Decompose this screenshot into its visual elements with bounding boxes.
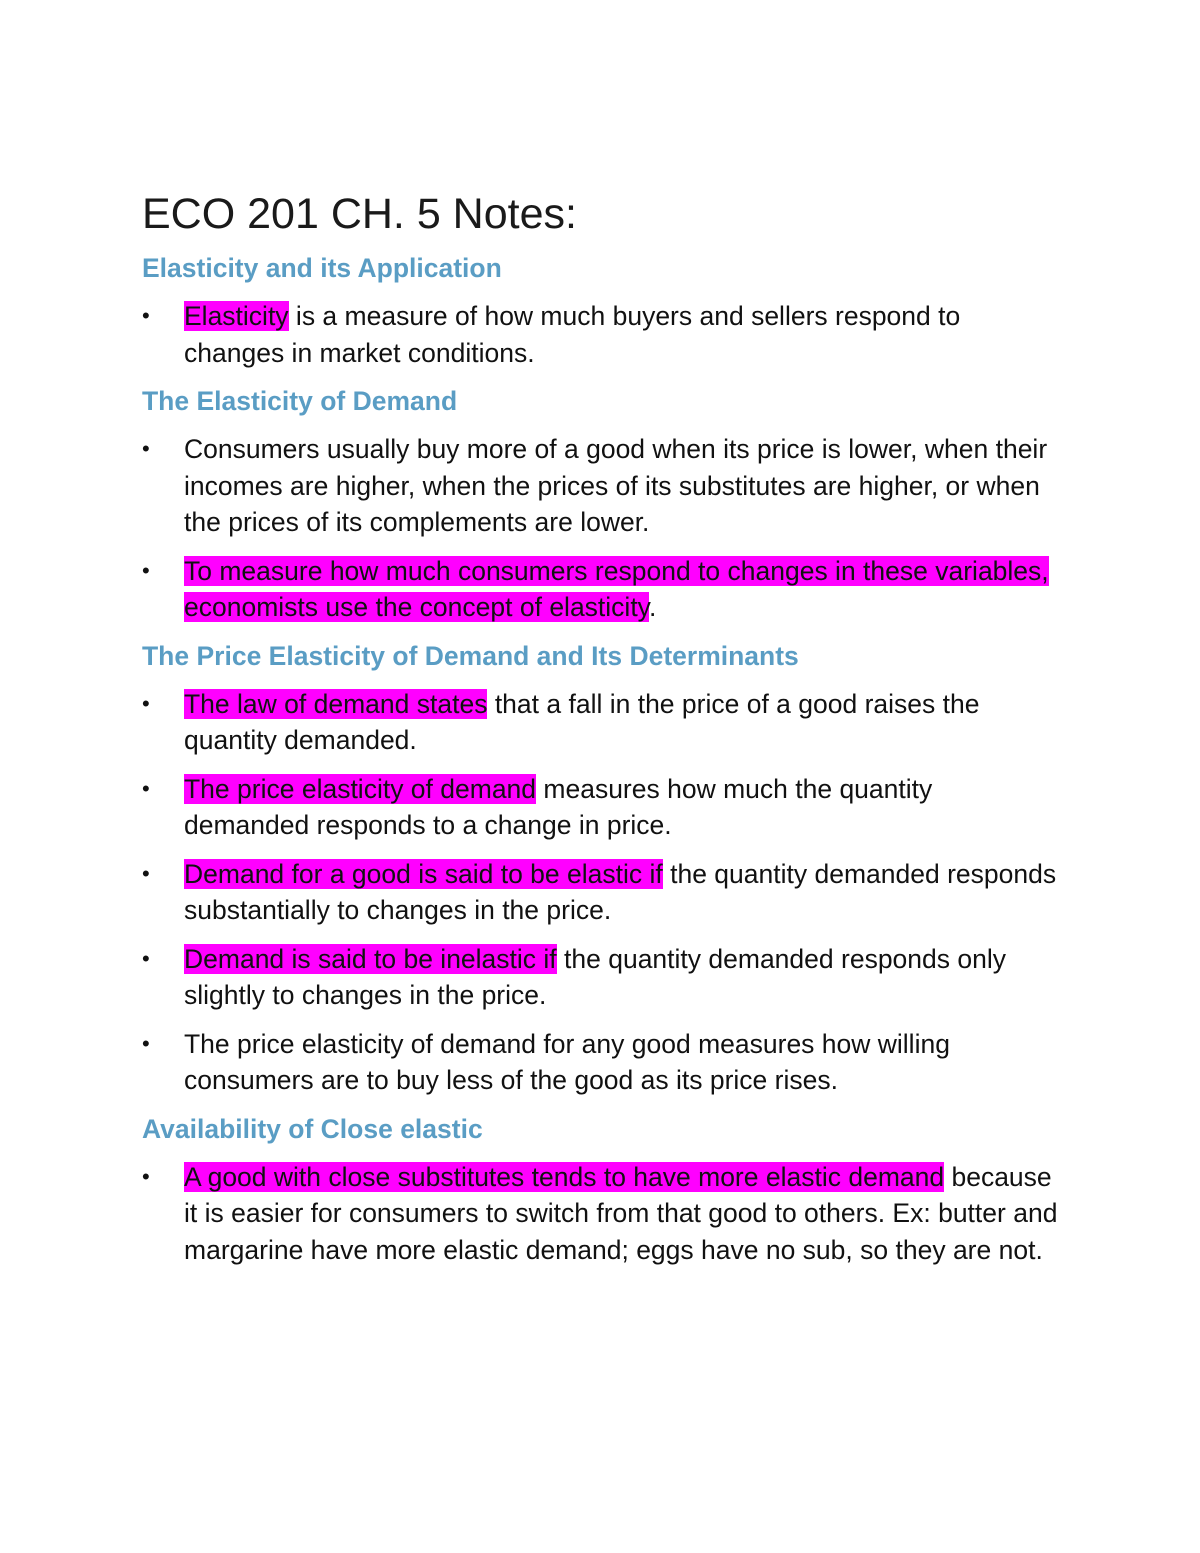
- section-elasticity-application: [142, 252, 1062, 371]
- section-heading: Availability of Close elastic: [142, 1113, 483, 1144]
- bullet-icon: •: [142, 690, 150, 716]
- list-item: [142, 686, 1062, 759]
- section-heading: Elasticity and its Application: [142, 253, 502, 283]
- body-text: The price elasticity of demand for any good measures how willing consumers are to buy less of the good as its price rises.: [184, 1028, 950, 1095]
- section-heading: The Price Elasticity of Demand and Its Determinants: [142, 640, 799, 671]
- list-item: [142, 431, 1062, 541]
- list-item: [142, 771, 1062, 844]
- bullet-icon: •: [142, 945, 150, 971]
- body-text: measures how much the quantity demanded responds to a change in price.: [184, 773, 933, 840]
- section-heading: The Elasticity of Demand: [142, 386, 458, 416]
- highlighted-text: The price elasticity of demand: [184, 773, 537, 804]
- page-title: ECO 201 CH. 5 Notes:: [142, 190, 577, 238]
- bullet-list: [142, 431, 1062, 626]
- bullet-icon: •: [142, 436, 150, 461]
- list-item: [142, 1026, 1062, 1099]
- highlighted-text: The law of demand states: [184, 688, 488, 719]
- bullet-icon: •: [142, 303, 150, 328]
- section-elasticity-demand: [142, 385, 1062, 626]
- bullet-list: [142, 686, 1062, 1099]
- list-item: [142, 856, 1062, 929]
- list-item: [142, 1159, 1062, 1269]
- highlighted-text: A good with close substitutes tends to have more elastic demand: [184, 1161, 945, 1192]
- section-price-elasticity: [142, 640, 1062, 1099]
- highlighted-text: Elasticity: [184, 301, 289, 331]
- list-item: [142, 553, 1062, 626]
- highlighted-text: Demand for a good is said to be elastic if: [184, 858, 663, 889]
- bullet-icon: •: [142, 1030, 150, 1056]
- bullet-icon: •: [142, 775, 150, 801]
- bullet-list: [142, 298, 1062, 371]
- bullet-icon: •: [142, 860, 150, 886]
- body-text: Consumers usually buy more of a good when its price is lower, when their incomes are higher, when the prices of its substitutes are higher, or when the prices of its complements are lower.: [184, 434, 1048, 537]
- bullet-icon: •: [142, 1163, 150, 1189]
- body-text: the quantity demanded responds only slightly to changes in the price.: [184, 943, 1006, 1010]
- body-text: that a fall in the price of a good raises the quantity demanded.: [184, 688, 980, 755]
- body-text: is a measure of how much buyers and sellers respond to changes in market conditions.: [184, 301, 961, 368]
- section-close-substitutes: [142, 1113, 1062, 1269]
- highlighted-text: To measure how much consumers respond to changes in these variables, economists use the concept of elasticity: [184, 555, 1049, 622]
- highlighted-text: Demand is said to be inelastic if: [184, 943, 557, 974]
- bullet-icon: •: [142, 557, 150, 583]
- body-text: the quantity demanded responds substantially to changes in the price.: [184, 858, 1057, 925]
- bullet-list: [142, 1159, 1062, 1269]
- body-text: because it is easier for consumers to switch from that good to others. Ex: butter and margarine have more elastic demand; eggs have no sub, so they are not.: [184, 1161, 1058, 1265]
- list-item: [142, 941, 1062, 1014]
- document-page: [142, 188, 1062, 1282]
- list-item: [142, 298, 1062, 371]
- body-text: .: [648, 592, 657, 622]
